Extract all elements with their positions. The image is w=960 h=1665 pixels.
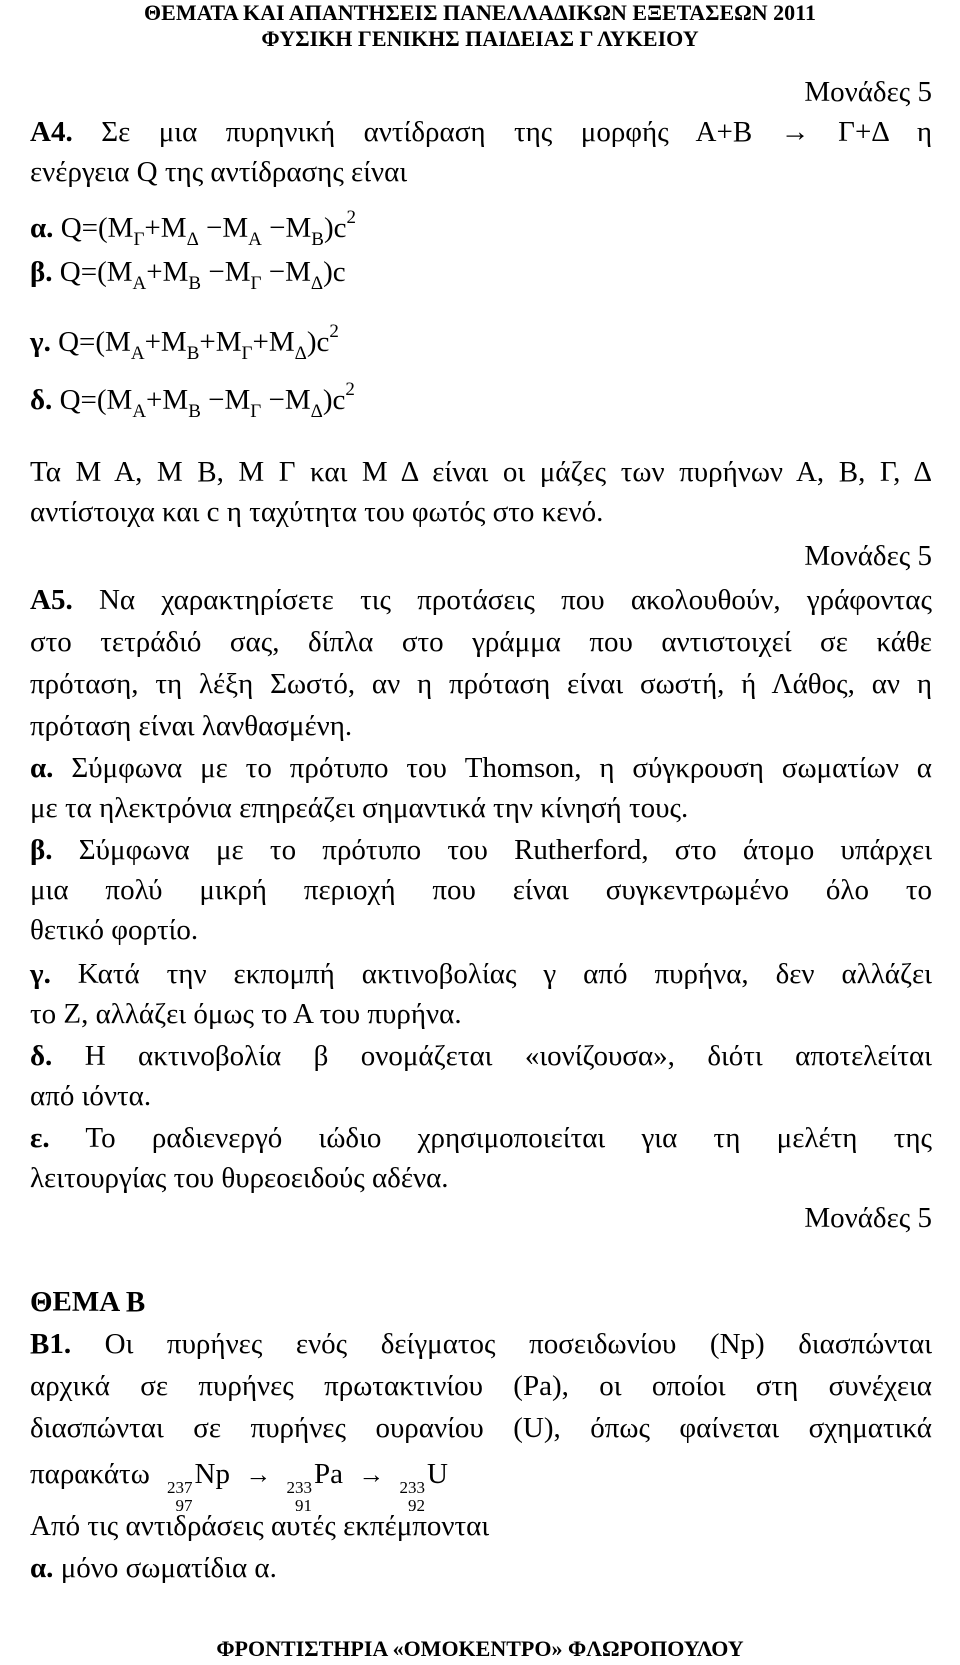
superscript: 2 [345,379,355,400]
a4-option-a: α. $Q=(M_\Gamma+M_\Delta -M_A -M_B)c^2$ [30,207,357,250]
a4-intro-text: Σε μια πυρηνική αντίδραση της μορφής Α+Β → Γ+Δ η [101,116,932,148]
option-expr: Q=(Μ [59,256,133,288]
b1-line-2: αρχικά σε πυρήνες πρωτακτινίου (Pa), οι οποίοι στη συνέχεια [30,1370,932,1402]
subscript: Γ [250,273,262,294]
a5-item-c-line-1 [30,954,932,994]
subscript: Γ [250,401,262,422]
b1-line-1 [30,1324,932,1364]
item-letter: ε. [30,1122,50,1154]
item-text: Κατά την εκπομπή ακτινοβολίας γ από πυρήνα, δεν αλλάζει [77,958,932,990]
mass-number: 237 [167,1478,193,1497]
option-expr: Q=(Μ [60,212,134,244]
subscript: Γ [133,229,145,250]
a5-intro-line-1 [30,580,932,620]
option-expr: Q=(Μ [58,326,131,358]
atomic-number: 97 [175,1496,193,1515]
subscript: Δ [310,273,324,294]
b1-number: Β1. [30,1328,72,1360]
subscript: Α [132,401,147,422]
item-text: Η ακτινοβολία β ονομάζεται «ιονίζουσα», διότι αποτελείται [84,1040,932,1072]
atomic-number: 92 [408,1496,425,1515]
option-letter: δ. [30,384,53,416]
option-letter: γ. [30,326,51,358]
a5-number: Α5. [30,584,73,616]
a5-intro-text: Να χαρακτηρίσετε τις προτάσεις που ακολουθούν, γράφοντας [98,584,932,616]
mass-number: 233 [399,1478,425,1497]
superscript: 2 [346,207,357,228]
element-symbol: Np [194,1458,230,1490]
item-text: Σύμφωνα με το πρότυπο του Thomson, η σύγκρουση σωματίων α [71,752,932,784]
a5-item-a-line-2: με τα ηλεκτρόνια επηρεάζει σημαντικά την κίνησή τους. [30,792,689,824]
option-expr: Q=(Μ [59,384,133,416]
a4-intro-line-1 [30,112,932,152]
arrow-icon: → [358,1460,385,1489]
option-letter: β. [30,256,53,288]
a5-item-c-line-2: το Ζ, αλλάζει όμως το Α του πυρήνα. [30,998,462,1030]
subscript: Α [248,229,262,250]
below-label: παρακάτω [30,1458,150,1490]
subscript: Β [311,229,324,250]
item-letter: α. [30,752,54,784]
header-line-1: ΘΕΜΑΤΑ ΚΑΙ ΑΠΑΝΤΗΣΕΙΣ ΠΑΝΕΛΛΑΔΙΚΩΝ ΕΞΕΤΑΣΕΩΝ 2011 [144,0,816,25]
item-text: Σύμφωνα με το πρότυπο του Rutherford, στο άτομο υπάρχει [78,834,932,866]
element-symbol: U [427,1458,448,1490]
option-text: μόνο σωματίδια α. [60,1552,277,1584]
subscript: Α [130,343,145,364]
b1-line-3: διασπώνται σε πυρήνες ουρανίου (U), όπως φαίνεται σχηματικά [30,1412,932,1444]
a4-number: Α4. [30,116,73,148]
option-letter: α. [30,1552,54,1584]
a5-item-d-line-2: από ιόντα. [30,1080,152,1112]
a5-item-b-line-1 [30,830,932,870]
a5-intro-line-3: πρόταση, τη λέξη Σωστό, αν η πρόταση είναι σωστή, ή Λάθος, αν η [30,668,932,700]
subscript: Β [186,343,200,364]
item-letter: γ. [30,958,51,990]
subscript: Δ [310,401,323,422]
a4-option-c: γ. $Q=(M_A+M_B+M_\Gamma+M_\Delta)c^2$ [30,321,339,364]
units-label: Μονάδες 5 [804,540,932,572]
units-label: Μονάδες 5 [804,1202,932,1234]
a4-intro-line-2: ενέργεια Q της αντίδρασης είναι [30,156,408,188]
atomic-number: 91 [295,1496,312,1515]
subscript: Α [132,273,147,294]
a5-item-a-line-1 [30,748,932,788]
a4-option-b: β. $Q=(M_A+M_B -M_\Gamma -M_\Delta)c$ [30,256,346,294]
theme-b-title: ΘΕΜΑ Β [30,1286,146,1318]
subscript: Β [188,273,202,294]
b1-text: Οι πυρήνες ενός δείγματος ποσειδωνίου (Np) διασπώνται [104,1328,932,1360]
element-symbol: Pa [314,1458,343,1490]
a5-item-e-line-2: λειτουργίας του θυρεοειδούς αδένα. [30,1162,449,1194]
a5-intro-line-4: πρόταση είναι λανθασμένη. [30,710,353,742]
footer: ΦΡΟΝΤΙΣΤΗΡΙΑ «ΟΜΟΚΕΝΤΡΟ» ΦΛΩΡΟΠΟΥΛΟΥ [216,1636,744,1661]
item-text: Το ραδιενεργό ιώδιο χρησιμοποιείται για τη μελέτη της [85,1122,932,1154]
a5-item-b-line-2: μια πολύ μικρή περιοχή που είναι συγκεντρωμένο όλο το [30,874,932,906]
a5-item-e-line-1 [30,1118,932,1158]
arrow-icon: → [245,1460,272,1489]
subscript: Β [188,401,201,422]
subscript: Δ [294,343,307,364]
units-label: Μονάδες 5 [804,76,932,108]
subscript: Δ [186,229,199,250]
option-letter: α. [30,212,54,244]
a4-option-d: δ. $Q=(M_A+M_B -M_\Gamma -M_\Delta)c^2$ [30,379,355,422]
item-letter: δ. [30,1040,53,1072]
superscript: 2 [329,321,339,342]
b1-option-a [30,1548,277,1588]
a5-item-b-line-3: θετικό φορτίο. [30,914,199,946]
a5-item-d-line-1 [30,1036,932,1076]
subscript: Γ [241,343,253,364]
a4-masses-line-1: Τα Μ Α, Μ Β, Μ Γ και Μ Δ είναι οι μάζες των πυρήνων Α, Β, Γ, Δ [30,456,932,488]
header-line-2: ΦΥΣΙΚΗ ΓΕΝΙΚΗΣ ΠΑΙΔΕΙΑΣ Γ ΛΥΚΕΙΟΥ [261,26,699,51]
a5-intro-line-2: στο τετράδιό σας, δίπλα στο γράμμα που αντιστοιχεί σε κάθε [30,626,932,658]
b1-emit-line: Από τις αντιδράσεις αυτές εκπέμπονται [30,1510,490,1542]
item-letter: β. [30,834,53,866]
mass-number: 233 [286,1478,312,1497]
a4-masses-line-2: αντίστοιχα και c η ταχύτητα του φωτός στο κενό. [30,496,604,528]
